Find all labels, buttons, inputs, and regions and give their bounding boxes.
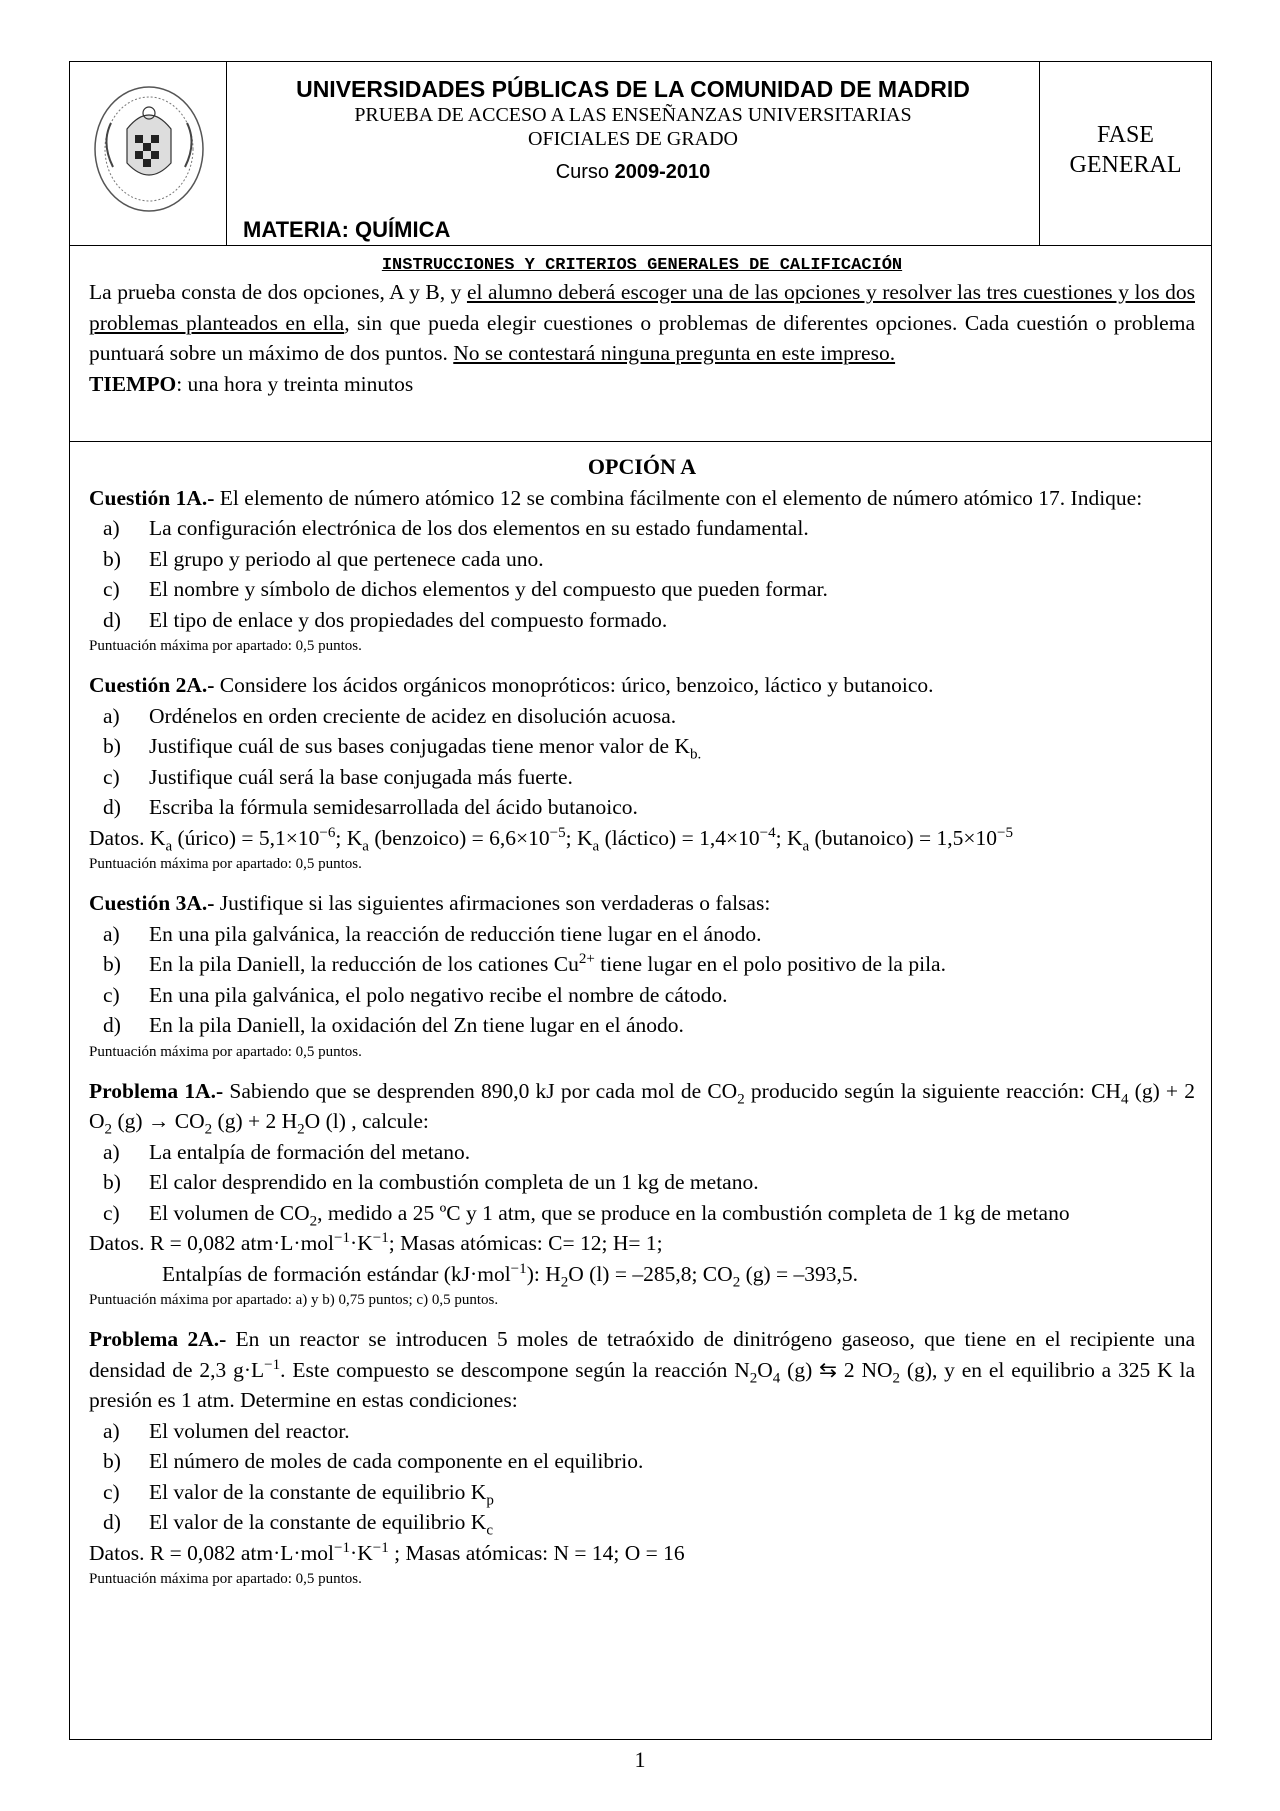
question-2a: Cuestión 2A.- Considere los ácidos orgánicos monopróticos: úrico, benzoico, láctico y butanoico. a) Ordénelos en orden creciente de acidez en disolución acuosa. b) Justifique cuál de sus bases conjugadas tiene menor valor de $K_{b.}$ c) Justifique cuál será la base conjugada más fuerte. d) Escriba la fórmula semidesarrollada del ácido butanoico. Datos. $K_a$ (úrico) = $5,1\times 10^{-6}$; $K_a$ (benzoico) = $6,6\times 10^{-5}$; $K_a$ (láctico) = $1,4\times 10^{-4}$; $K_a$ (butanoico) = $1,5\times 10^{-5}$ Puntuación máxima por apartado: 0,5 puntos. [89,670,1195,875]
phase-line-1: FASE [1097,122,1154,148]
time-limit: TIEMPO: una hora y treinta minutos [89,371,414,396]
question-1a: Cuestión 1A.- El elemento de número atómico 12 se combina fácilmente con el elemento de número atómico 17. Indique: a) La configuración electrónica de los dos elementos en su estado fundamental. b) El grupo y periodo al que pertenece cada uno. c) El nombre y símbolo de dichos elementos y del compuesto que pueden formar. d) El tipo de enlace y dos propiedades del compuesto formado. Puntuación máxima por apartado: 0,5 puntos. [89,483,1195,658]
course-label: Curso [555,161,610,183]
data-line: Datos. $K_a$ (úrico) = $5,1\times 10^{-6}$; $K_a$ (benzoico) = $6,6\times 10^{-5}$; $K_a$ (láctico) = $1,4\times 10^{-4}$; $K_a$ (butanoico) = $1,5\times 10^{-5}$ [89,824,1014,854]
list-item: c) El valor de la constante de equilibrio $K_p$ [103,1479,494,1508]
data-line: Datos. R = 0,082 $atm\cdot L\cdot mol^{-1}\cdot K^{-1}$ ; Masas atómicas: N = 14; O = 16 [89,1539,685,1565]
list-item: d) Escriba la fórmula semidesarrollada del ácido butanoico. [103,795,638,819]
phase-line-2: GENERAL [1069,152,1182,178]
list-item: a) El volumen del reactor. [103,1418,350,1443]
list-item: d) El tipo de enlace y dos propiedades del compuesto formado. [103,607,668,632]
score-note: Puntuación máxima por apartado: 0,5 puntos. [89,1043,362,1060]
list-item: a) En una pila galvánica, la reacción de reducción tiene lugar en el ánodo. [103,921,762,946]
list-item: b) Justifique cuál de sus bases conjugadas tiene menor valor de $K_{b.}$ [103,734,702,763]
exam-page [69,61,1212,1740]
problem-1a: Problema 1A.- Sabiendo que se desprenden 890,0 kJ por cada mol de $CO_2$ producido según la siguiente reacción: $CH_4$ (g) + 2 $O_2$ $(g) \to CO_2$ (g) + 2 $H_2O$ (l) , calcule: a) La entalpía de formación del metano. b) El calor desprendido en la combustión completa de un 1 kg de metano. c) El volumen de $CO_2$, medido a 25 ºC y 1 atm, que se produce en la combustión completa de 1 kg de metano Datos. R = 0,082 $atm\cdot L\cdot mol^{-1}\cdot K^{-1}$; Masas atómicas: C= 12; H= 1; Entalpías de formación estándar (kJ·mol$^{-1}$): $H_2O$ (l) = –285,8; $CO_2$ (g) = –393,5. Puntuación máxima por apartado: a) y b) 0,75 puntos; c) 0,5 puntos. [89,1076,1195,1312]
list-item: a) La entalpía de formación del metano. [103,1139,471,1164]
title-cell [227,62,1040,245]
list-item: b) En la pila Daniell, la reducción de los cationes $Cu^{2+}$ tiene lugar en el polo positivo de la pila. [103,950,946,976]
data-line: Datos. R = 0,082 $atm\cdot L\cdot mol^{-1}\cdot K^{-1}$; Masas atómicas: C= 12; H= 1; [89,1229,663,1255]
list-item: a) Ordénelos en orden creciente de acidez en disolución acuosa. [103,703,677,728]
questions [70,442,1211,1590]
university-seal-logo [91,83,207,213]
page-number: 1 [634,1747,646,1772]
subject: MATERIA: QUÍMICA [243,217,451,242]
list-item: c) El nombre y símbolo de dichos elementos y del compuesto que pueden formar. [103,577,828,601]
list-item: a) La configuración electrónica de los dos elementos en su estado fundamental. [103,516,809,540]
list-item: c) En una pila galvánica, el polo negativo recibe el nombre de cátodo. [103,982,728,1007]
course-value: 2009-2010 [614,161,711,183]
question-3a: Cuestión 3A.- Justifique si las siguientes afirmaciones son verdaderas o falsas: a) En una pila galvánica, la reacción de reducción tiene lugar en el ánodo. b) En la pila Daniell, la reducción de los cationes $Cu^{2+}$ tiene lugar en el polo positivo de la pila. c) En una pila galvánica, el polo negativo recibe el nombre de cátodo. d) En la pila Daniell, la oxidación del Zn tiene lugar en el ánodo. Puntuación máxima por apartado: 0,5 puntos. [89,888,1195,1063]
list-item: c) Justifique cuál será la base conjugada más fuerte. [103,764,573,789]
list-item: d) El valor de la constante de equilibrio $K_c$ [103,1510,494,1539]
list-item: b) El número de moles de cada componente en el equilibrio. [103,1449,644,1473]
score-note: Puntuación máxima por apartado: 0,5 puntos. [89,1571,362,1587]
score-note: Puntuación máxima por apartado: 0,5 puntos. [89,856,362,872]
instructions-text: La prueba consta de dos opciones, A y B, y el alumno deberá escoger una de las opciones y resolver las tres cuestiones y los dos problemas planteados en ella, sin que pueda elegir cuestiones o problemas de diferentes opciones. Cada cuestión o problema puntuará sobre un máximo de dos puntos. No se contestará ninguna pregunta en este impreso. [89,280,1196,365]
list-item: d) En la pila Daniell, la oxidación del Zn tiene lugar en el ánodo. [103,1013,684,1037]
course-year [227,161,1039,184]
list-item: c) El volumen de $CO_2$, medido a 25 ºC y 1 atm, que se produce en la combustión completa de 1 kg de metano [103,1200,1070,1229]
problem-2a: Problema 2A.- En un reactor se introducen 5 moles de tetraóxido de dinitrógeno gaseoso, que tiene en el recipiente una densidad de 2,3 $g\cdot L^{-1}$. Este compuesto se descompone según la reacción $N_2O_4$ (g) ⇆ 2 $NO_2$ (g), y en el equilibrio a 325 K la presión es 1 atm. Determine en estas condiciones: a) El volumen del reactor. b) El número de moles de cada componente en el equilibrio. c) El valor de la constante de equilibrio $K_p$ d) El valor de la constante de equilibrio $K_c$ Datos. R = 0,082 $atm\cdot L\cdot mol^{-1}\cdot K^{-1}$ ; Masas atómicas: N = 14; O = 16 Puntuación máxima por apartado: 0,5 puntos. [89,1324,1195,1590]
score-note: Puntuación máxima por apartado: 0,5 puntos. [89,638,362,654]
prueba-line-2: OFICIALES DE GRADO [528,128,738,150]
header [70,62,1211,246]
instructions [70,246,1211,442]
phase-cell [1040,62,1211,245]
university-title: UNIVERSIDADES PÚBLICAS DE LA COMUNIDAD DE MADRID [296,76,970,102]
list-item: b) El calor desprendido en la combustión completa de un 1 kg de metano. [103,1170,759,1194]
instructions-title: INSTRUCCIONES Y CRITERIOS GENERALES DE CALIFICACIÓN [381,256,903,275]
list-item: b) El grupo y periodo al que pertenece cada uno. [103,546,544,571]
logo-cell [70,62,227,245]
option-title: OPCIÓN A [587,454,697,479]
score-note: Puntuación máxima por apartado: a) y b) 0,75 puntos; c) 0,5 puntos. [89,1292,499,1308]
prueba-line-1: PRUEBA DE ACCESO A LAS ENSEÑANZAS UNIVERSITARIAS [354,104,912,126]
data-line: Entalpías de formación estándar (kJ·mol$^{-1}$): $H_2O$ (l) = –285,8; $CO_2$ (g) = –393,5. [162,1260,859,1290]
